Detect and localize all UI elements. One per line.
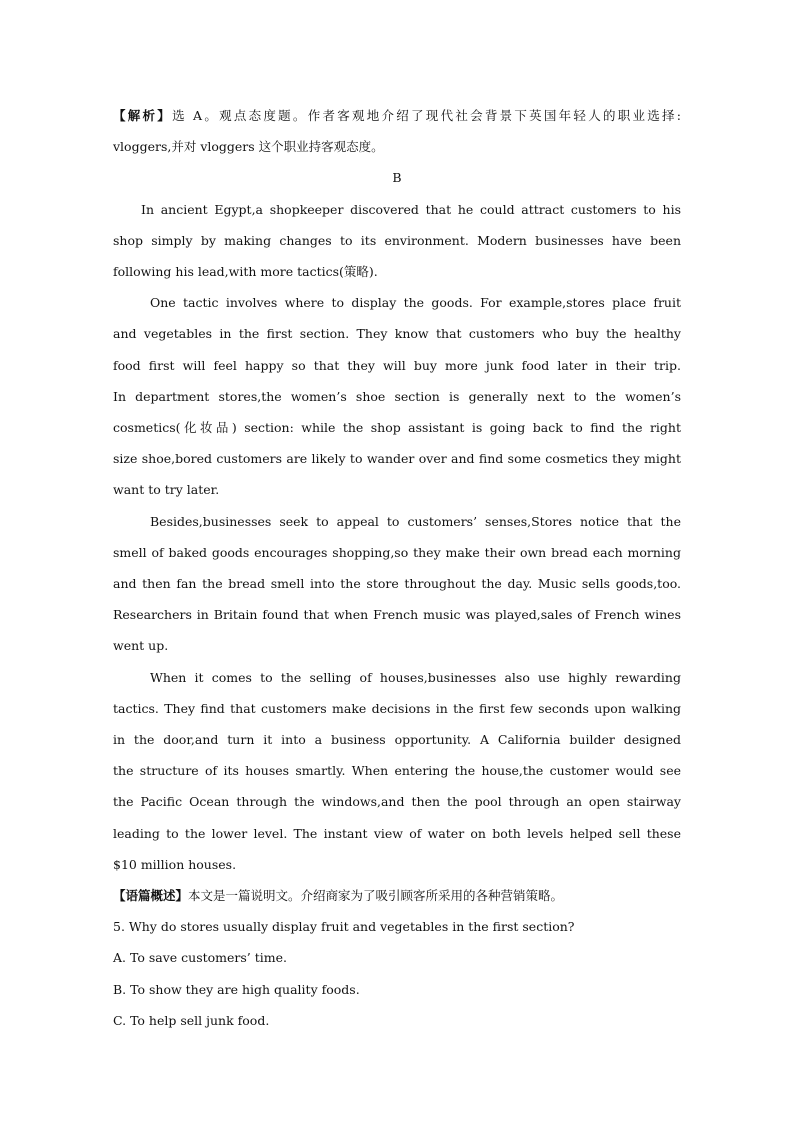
question-option-c: C. To help sell junk food. (113, 1012, 270, 1028)
passage-p2-line-2: and vegetables in the first section. They know that customers who buy the healthy (113, 326, 681, 342)
passage-p2-line-5: cosmetics(化妆品) section: while the shop assistant is going back to find the right (113, 420, 681, 436)
question-stem: 5. Why do stores usually display fruit and vegetables in the first section? (113, 919, 575, 935)
summary-line (113, 880, 681, 911)
analysis-line-1 (113, 100, 681, 131)
passage-p4-line-1: When it comes to the selling of houses,businesses also use highly rewarding (150, 669, 681, 685)
passage-p4-line-4: the structure of its houses smartly. When entering the house,the customer would see (113, 763, 681, 779)
passage-p3-line-3: and then fan the bread smell into the store throughout the day. Music sells goods,too. (113, 576, 681, 592)
section-letter: B (392, 170, 402, 186)
passage-p4-line-2: tactics. They find that customers make decisions in the first few seconds upon walking (113, 700, 681, 716)
passage-p4-line-3: in the door,and turn it into a business opportunity. A California builder designed (113, 732, 681, 748)
passage-p4-line-7: $10 million houses. (113, 856, 237, 872)
passage-p2-line-6: size shoe,bored customers are likely to wander over and find some cosmetics they might (113, 451, 681, 467)
passage-p3-line-1: Besides,businesses seek to appeal to customers’ senses,Stores notice that the (150, 513, 681, 529)
passage-p1-line-2: shop simply by making changes to its environment. Modern businesses have been (113, 232, 681, 248)
passage-p1-line-1: In ancient Egypt,a shopkeeper discovered that he could attract customers to his (141, 201, 681, 217)
passage-p3-line-4: Researchers in Britain found that when French music was played,sales of French wines (113, 607, 681, 623)
summary-text: 本文是一篇说明文。介绍商家为了吸引顾客所采用的各种营销策略。 (188, 888, 564, 904)
passage-p2-line-4: In department stores,the women’s shoe section is generally next to the women’s (113, 388, 681, 404)
passage-p2-line-1: One tactic involves where to display the goods. For example,stores place fruit (150, 295, 681, 311)
passage-p3-line-2: smell of baked goods encourages shopping,so they make their own bread each morning (113, 544, 681, 560)
passage-p1-line-3: following his lead,with more tactics(策略). (113, 264, 378, 280)
passage-p3-line-5: went up. (113, 638, 169, 654)
passage-p4-line-6: leading to the lower level. The instant view of water on both levels helped sell these (113, 825, 681, 841)
passage-p2-line-7: want to try later. (113, 482, 220, 498)
analysis-label: 【解析】 (113, 108, 173, 123)
passage-p2-line-3: food first will feel happy so that they will buy more junk food later in their trip. (113, 357, 681, 373)
document-page (113, 100, 681, 1036)
passage-p4-line-5: the Pacific Ocean through the windows,and then the pool through an open stairway (113, 794, 681, 810)
analysis-line-2: vloggers,并对 vloggers 这个职业持客观态度。 (113, 139, 384, 155)
summary-label: 【语篇概述】 (113, 888, 189, 904)
question-option-a: A. To save customers’ time. (113, 950, 287, 966)
question-option-b: B. To show they are high quality foods. (113, 981, 360, 997)
analysis-text-1: 选 A。观点态度题。作者客观地介绍了现代社会背景下英国年轻人的职业选择: (172, 108, 681, 123)
